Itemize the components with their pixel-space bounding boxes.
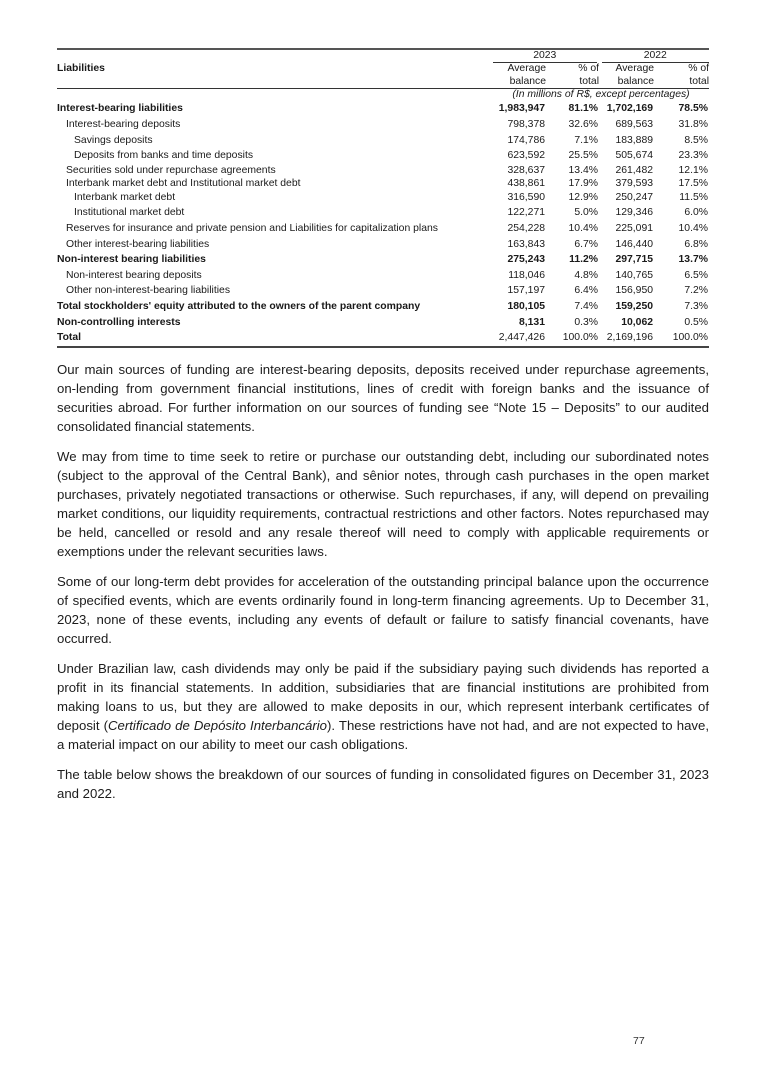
balance-2023: 180,105 xyxy=(507,301,545,313)
paragraph-debt-repurchase: We may from time to time seek to retire or purchase our outstanding debt, including our subordinated notes (subject to the approval of the Central Bank), and sênior notes, through cash purchases in the open market purchases, privately negotiated transactions or otherwise. Such repurchases, if any, will depend on prevailing market conditions, our liquidity requirements, contractual restrictions and other factors. Notes repurchased may be held, cancelled or resold and any resale thereof will need to comply with applicable requirements or exemptions under the relevant securities laws. xyxy=(57,449,709,560)
pct-2023: 5.0% xyxy=(574,207,598,219)
balance-2023: 623,592 xyxy=(507,150,545,162)
pct-2022: 0.5% xyxy=(684,316,708,328)
pct-2022: 17.5% xyxy=(678,177,708,189)
balance-2023: 2,447,426 xyxy=(493,331,546,348)
pct-2022: 7.3% xyxy=(684,301,708,313)
pct-2023: 81.1% xyxy=(568,103,598,115)
body-text xyxy=(57,360,709,803)
table-row xyxy=(57,164,709,177)
liabilities-table xyxy=(57,48,709,348)
row-label: Interest-bearing liabilities xyxy=(57,103,183,115)
balance-2023: 438,861 xyxy=(507,177,545,189)
pct-2023: 6.4% xyxy=(574,285,598,297)
year-2022-header: 2022 xyxy=(599,50,709,63)
table-row xyxy=(57,237,709,253)
pct-2023: 7.1% xyxy=(574,134,598,146)
pct-total-2023-header-line2: total xyxy=(546,76,599,89)
pct-2022: 31.8% xyxy=(678,119,708,131)
pct-2023: 100.0% xyxy=(546,331,599,348)
row-label: Securities sold under repurchase agreements xyxy=(66,164,276,176)
balance-2023: 275,243 xyxy=(507,254,545,266)
liabilities-header: Liabilities xyxy=(57,62,105,74)
pct-2022: 6.0% xyxy=(684,207,708,219)
row-label: Savings deposits xyxy=(74,134,153,146)
balance-2022: 183,889 xyxy=(615,134,653,146)
balance-2023: 316,590 xyxy=(507,191,545,203)
balance-2023: 328,637 xyxy=(507,164,545,176)
row-label: Other interest-bearing liabilities xyxy=(66,238,210,250)
pct-2023: 10.4% xyxy=(568,223,598,235)
pct-2023: 0.3% xyxy=(574,316,598,328)
row-label: Interbank market debt xyxy=(74,191,176,203)
balance-2022: 225,091 xyxy=(615,223,653,235)
table-row xyxy=(57,253,709,269)
document-page xyxy=(57,48,709,814)
paragraph-funding-sources: Our main sources of funding are interest-bearing deposits, deposits received under repurchase agreements, on-lending from government financial institutions, lines of credit with foreign banks and the issuance of securities abroad. For further information on our sources of funding see “Note 15 – Deposits” to our audited consolidated financial statements. xyxy=(57,362,709,435)
balance-2023: 174,786 xyxy=(507,134,545,146)
pct-2022: 6.8% xyxy=(684,238,708,250)
year-2023-header: 2023 xyxy=(493,50,599,63)
column-header-row-1 xyxy=(57,63,709,76)
pct-2023: 12.9% xyxy=(568,191,598,203)
row-label: Non-interest bearing liabilities xyxy=(57,254,206,266)
table-row xyxy=(57,102,709,118)
balance-2023: 122,271 xyxy=(507,207,545,219)
paragraph-acceleration: Some of our long-term debt provides for acceleration of the outstanding principal balance upon the occurrence of specified events, which are events ordinarily found in long-term financing agreements. Up to December 31, 2023, none of these events, including any events of default or failure to satisfy financial covenants, have occurred. xyxy=(57,574,709,647)
column-header-row-2 xyxy=(57,76,709,89)
pct-2022: 100.0% xyxy=(654,331,709,348)
row-label: Interest-bearing deposits xyxy=(66,119,181,131)
units-note: (In millions of R$, except percentages) xyxy=(512,89,690,101)
balance-2022: 250,247 xyxy=(615,191,653,203)
paragraph-dividends xyxy=(57,659,709,754)
balance-2022: 129,346 xyxy=(615,207,653,219)
avg-balance-2022-header-line2: balance xyxy=(599,76,654,89)
paragraph-dividends-part2: ). These restrictions have not had, and are not expected to have, a material impact on our ability to meet our cash obligations. xyxy=(57,718,709,753)
avg-balance-2023-header-line2: balance xyxy=(493,76,546,89)
pct-2023: 7.4% xyxy=(574,301,598,313)
row-label: Reserves for insurance and private pension and Liabilities for capitalization plans xyxy=(66,223,438,235)
table-row-total xyxy=(57,331,709,348)
year-header-row xyxy=(57,50,709,63)
balance-2022: 379,593 xyxy=(615,177,653,189)
table-row xyxy=(57,149,709,165)
balance-2022: 505,674 xyxy=(615,150,653,162)
balance-2022: 156,950 xyxy=(615,285,653,297)
row-label: Non-interest bearing deposits xyxy=(66,269,202,281)
pct-2022: 8.5% xyxy=(684,134,708,146)
avg-balance-2022-header: Average xyxy=(615,63,654,75)
pct-total-2023-header: % of xyxy=(578,63,599,75)
balance-2022: 1,702,169 xyxy=(606,103,653,115)
row-label: Other non-interest-bearing liabilities xyxy=(66,285,231,297)
pct-total-2022-header: % of xyxy=(688,63,709,75)
pct-2022: 13.7% xyxy=(678,254,708,266)
cdi-term: Certificado de Depósito Interbancário xyxy=(108,718,328,734)
page-number: 77 xyxy=(633,1035,645,1047)
balance-2022: 689,563 xyxy=(615,119,653,131)
pct-2023: 13.4% xyxy=(568,164,598,176)
balance-2023: 8,131 xyxy=(518,316,545,328)
pct-2023: 4.8% xyxy=(574,269,598,281)
row-label: Institutional market debt xyxy=(74,207,185,219)
row-label: Interbank market debt and Institutional market debt xyxy=(66,177,301,189)
pct-2022: 7.2% xyxy=(684,285,708,297)
table-row xyxy=(57,118,709,134)
table-row xyxy=(57,268,709,284)
balance-2022: 140,765 xyxy=(615,269,653,281)
pct-2023: 32.6% xyxy=(568,119,598,131)
units-note-row xyxy=(57,89,709,102)
paragraph-table-intro: The table below shows the breakdown of our sources of funding in consolidated figures on December 31, 2023 and 2022. xyxy=(57,767,709,802)
paragraph-dividends-part1: Under Brazilian law, cash dividends may only be paid if the subsidiary paying such dividends has reported a profit in its financial statements. In addition, subsidiaries that are financial institutions are prohibited from making loans to us, but they are allowed to make deposits in our, which represent interbank certificates of deposit ( xyxy=(57,661,709,734)
table-row xyxy=(57,299,709,315)
pct-2022: 11.5% xyxy=(679,191,708,203)
pct-2023: 6.7% xyxy=(574,238,598,250)
pct-2022: 23.3% xyxy=(678,150,708,162)
table-row xyxy=(57,206,709,222)
table-row xyxy=(57,190,709,206)
table-row xyxy=(57,284,709,300)
pct-2023: 11.2% xyxy=(569,254,598,266)
row-label: Total xyxy=(57,331,493,348)
pct-2022: 12.1% xyxy=(678,164,708,176)
pct-total-2022-header-line2: total xyxy=(654,76,709,89)
balance-2022: 146,440 xyxy=(615,238,653,250)
balance-2023: 157,197 xyxy=(507,285,545,297)
pct-2023: 17.9% xyxy=(568,177,598,189)
pct-2022: 78.5% xyxy=(678,103,708,115)
balance-2022: 2,169,196 xyxy=(599,331,654,348)
balance-2023: 254,228 xyxy=(507,223,545,235)
balance-2022: 10,062 xyxy=(621,316,653,328)
table-row xyxy=(57,315,709,331)
row-label: Total stockholders' equity attributed to the owners of the parent company xyxy=(57,301,421,313)
row-label: Non-controlling interests xyxy=(57,316,181,328)
balance-2023: 163,843 xyxy=(507,238,545,250)
balance-2022: 261,482 xyxy=(615,164,653,176)
table-row xyxy=(57,177,709,190)
balance-2023: 1,983,947 xyxy=(498,103,545,115)
pct-2022: 10.4% xyxy=(678,223,708,235)
balance-2022: 159,250 xyxy=(615,301,653,313)
table-row xyxy=(57,133,709,149)
pct-2023: 25.5% xyxy=(568,150,598,162)
avg-balance-2023-header: Average xyxy=(507,63,546,75)
pct-2022: 6.5% xyxy=(684,269,708,281)
balance-2023: 118,046 xyxy=(508,269,545,281)
row-label: Deposits from banks and time deposits xyxy=(74,150,254,162)
balance-2022: 297,715 xyxy=(615,254,653,266)
table-row xyxy=(57,222,709,238)
balance-2023: 798,378 xyxy=(507,119,545,131)
